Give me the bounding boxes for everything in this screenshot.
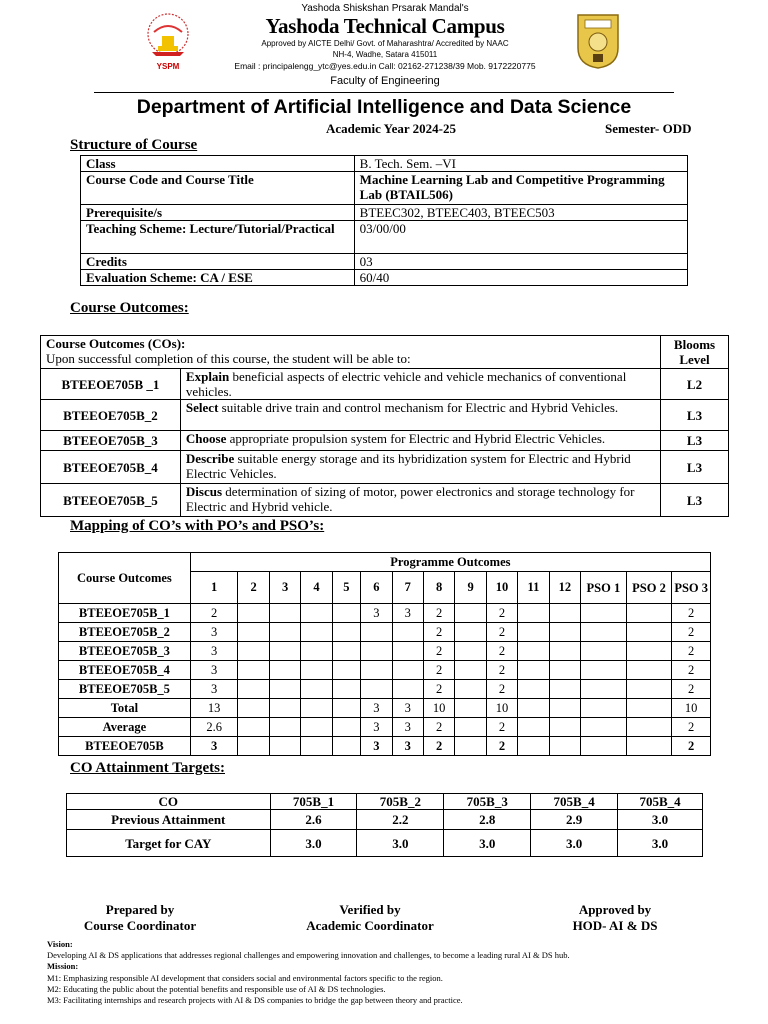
- structure-value: 03: [354, 254, 687, 270]
- mapping-cell: 2: [486, 718, 517, 737]
- attainment-header-row: [67, 794, 703, 810]
- mapping-cell: 2: [486, 661, 517, 680]
- mission-1: M1: Emphasizing responsible AI development that considers social and environmental factors specific to the region.: [47, 973, 443, 983]
- attainment-row: [67, 830, 703, 857]
- mapping-cell: [518, 642, 549, 661]
- outcome-level: L2: [661, 369, 729, 400]
- attainment-header-cell: 705B_4: [531, 794, 618, 810]
- mapping-cell: [392, 680, 423, 699]
- mapping-cell: 2.6: [190, 718, 238, 737]
- mapping-cell: 3: [190, 642, 238, 661]
- attainment-cell: 2.2: [357, 810, 444, 830]
- address-line: NH-4, Wadhe, Satara 415011: [332, 50, 438, 59]
- mapping-cell: [301, 604, 332, 623]
- attainment-header-cell: 705B_1: [270, 794, 357, 810]
- mapping-cell: [361, 661, 392, 680]
- outcome-row: [41, 400, 729, 431]
- mapping-row-name: BTEEOE705B_1: [59, 604, 191, 623]
- mapping-cell: [549, 737, 580, 756]
- attainment-header-cell: 705B_2: [357, 794, 444, 810]
- signature-block: [515, 902, 715, 934]
- mapping-cell: [455, 623, 486, 642]
- structure-label: Class: [81, 156, 355, 172]
- attainment-header-cell: 705B_3: [444, 794, 531, 810]
- attainment-cell: 3.0: [618, 810, 703, 830]
- mapping-cell: 3: [361, 699, 392, 718]
- mapping-cell: [626, 604, 672, 623]
- approval-line: Approved by AICTE Delhi/ Govt. of Maharashtra/ Accredited by NAAC: [261, 39, 509, 48]
- mapping-cell: 2: [423, 680, 454, 699]
- mapping-row-name: BTEEOE705B: [59, 737, 191, 756]
- mapping-cell: 2: [672, 604, 711, 623]
- mapping-cell: 2: [423, 661, 454, 680]
- attainment-cell: 3.0: [270, 830, 357, 857]
- mapping-cell: [626, 737, 672, 756]
- attainment-cell: Target for CAY: [67, 830, 271, 857]
- structure-value: 60/40: [354, 270, 687, 286]
- mapping-cell: 2: [190, 604, 238, 623]
- mapping-cell: [455, 737, 486, 756]
- outcomes-table: [40, 335, 729, 517]
- outcome-description: [180, 451, 660, 484]
- mapping-row: [59, 623, 711, 642]
- faculty-name: Faculty of Engineering: [330, 75, 440, 87]
- attainment-header-cell: 705B_4: [618, 794, 703, 810]
- mapping-cell: 2: [423, 623, 454, 642]
- mapping-cell: [392, 642, 423, 661]
- mapping-cell: [238, 680, 269, 699]
- outcome-text: suitable energy storage and its hybridization system for Electric and Hybrid Electric Vehicles.: [185, 451, 631, 481]
- mapping-cell: [549, 699, 580, 718]
- outcome-text: suitable drive train and control mechanism for Electric and Hybrid Vehicles.: [218, 400, 619, 415]
- outcome-row: [41, 484, 729, 517]
- mapping-cell: [626, 699, 672, 718]
- mapping-cell: [455, 718, 486, 737]
- mission-2: M2: Educating the public about the potential benefits and responsible use of AI & DS technologies.: [47, 984, 386, 994]
- mapping-column-header: 5: [332, 572, 360, 604]
- mapping-cell: [455, 699, 486, 718]
- mapping-cell: [549, 680, 580, 699]
- mapping-cell: [518, 661, 549, 680]
- mapping-cell: 13: [190, 699, 238, 718]
- structure-value: 03/00/00: [354, 221, 687, 254]
- structure-row: [81, 205, 688, 221]
- mapping-cell: [626, 623, 672, 642]
- structure-row: [81, 221, 688, 254]
- outcome-level: L3: [661, 484, 729, 517]
- mapping-cell: [581, 680, 627, 699]
- outcomes-title: Course Outcomes:: [70, 300, 189, 316]
- mapping-cell: [301, 623, 332, 642]
- mapping-cell: 10: [486, 699, 517, 718]
- mapping-cell: [518, 718, 549, 737]
- mapping-cell: 2: [423, 718, 454, 737]
- outcome-row: [41, 451, 729, 484]
- mapping-cell: 3: [392, 718, 423, 737]
- society-name: Yashoda Shiskshan Prsarak Mandal's: [301, 3, 469, 14]
- mapping-row-name: Average: [59, 718, 191, 737]
- mapping-cell: [301, 680, 332, 699]
- mapping-cell: [518, 623, 549, 642]
- signature-role: Verified by: [339, 902, 401, 917]
- mapping-column-header: 9: [455, 572, 486, 604]
- signature-block: [40, 902, 240, 934]
- mapping-cell: [581, 623, 627, 642]
- mapping-cell: [301, 737, 332, 756]
- mapping-header-row: [59, 553, 711, 572]
- structure-label: Evaluation Scheme: CA / ESE: [81, 270, 355, 286]
- outcomes-header-bold: Course Outcomes (COs):: [46, 336, 186, 351]
- structure-value: B. Tech. Sem. –VI: [354, 156, 687, 172]
- mapping-row-name: BTEEOE705B_3: [59, 642, 191, 661]
- mapping-cell: [269, 623, 300, 642]
- mapping-row-name: BTEEOE705B_4: [59, 661, 191, 680]
- mapping-cell: [455, 642, 486, 661]
- signature-title: Course Coordinator: [83, 918, 197, 933]
- academic-year: Academic Year 2024-25: [326, 121, 456, 136]
- mapping-cell: [332, 718, 360, 737]
- contact-line: Email : principalengg_ytc@yes.edu.in Call: 02162-271238/39 Mob. 9172220775: [234, 61, 536, 71]
- outcome-verb: Choose: [185, 431, 227, 446]
- outcome-code: BTEEOE705B_5: [41, 484, 181, 517]
- mapping-cell: [549, 718, 580, 737]
- mapping-cell: [238, 661, 269, 680]
- outcome-code: BTEEOE705B_4: [41, 451, 181, 484]
- mapping-cell: 2: [672, 737, 711, 756]
- mapping-cell: [238, 642, 269, 661]
- attainment-cell: 2.6: [270, 810, 357, 830]
- mapping-cell: [269, 642, 300, 661]
- outcome-level: L3: [661, 400, 729, 431]
- mapping-cell: [332, 642, 360, 661]
- mapping-column-header: 8: [423, 572, 454, 604]
- mapping-cell: 2: [423, 642, 454, 661]
- mapping-column-header: 6: [361, 572, 392, 604]
- mapping-cell: [269, 604, 300, 623]
- mapping-cell: [332, 699, 360, 718]
- mapping-column-header: 12: [549, 572, 580, 604]
- structure-label: Prerequisite/s: [81, 205, 355, 221]
- mapping-cell: 2: [486, 604, 517, 623]
- attainment-cell: 3.0: [531, 830, 618, 857]
- mapping-column-header: 11: [518, 572, 549, 604]
- mission-label: Mission:: [47, 961, 79, 971]
- mapping-column-header: 2: [238, 572, 269, 604]
- signature-block: [270, 902, 470, 934]
- mapping-cell: [626, 661, 672, 680]
- department-title: Department of Artificial Intelligence and Data Science: [136, 96, 632, 118]
- structure-row: [81, 172, 688, 205]
- mapping-cell: [269, 737, 300, 756]
- mapping-cell: [332, 680, 360, 699]
- mapping-column-header: 4: [301, 572, 332, 604]
- outcome-verb: Describe: [185, 451, 235, 466]
- attainment-cell: 2.8: [444, 810, 531, 830]
- mapping-cell: [549, 604, 580, 623]
- structure-value: BTEEC302, BTEEC403, BTEEC503: [354, 205, 687, 221]
- mapping-column-header: PSO 2: [626, 572, 672, 604]
- mapping-column-header: 3: [269, 572, 300, 604]
- outcome-text: determination of sizing of motor, power electronics and storage technology for Electric and Hybrid vehicle.: [185, 484, 635, 514]
- mapping-cell: [301, 718, 332, 737]
- outcome-row: [41, 369, 729, 400]
- header-rule: [94, 92, 674, 93]
- mapping-column-header: PSO 3: [672, 572, 711, 604]
- mapping-cell: [238, 737, 269, 756]
- mapping-column-header: PSO 1: [581, 572, 627, 604]
- mapping-row: [59, 661, 711, 680]
- mapping-cell: [301, 699, 332, 718]
- mapping-cell: 2: [672, 642, 711, 661]
- mapping-title: Mapping of CO’s with PO’s and PSO’s:: [70, 518, 325, 534]
- campus-name: Yashoda Technical Campus: [265, 14, 505, 38]
- outcome-verb: Select: [185, 400, 219, 415]
- mapping-cell: [269, 718, 300, 737]
- mapping-cell: [581, 604, 627, 623]
- mapping-cell: 3: [361, 718, 392, 737]
- mapping-po-header: Programme Outcomes: [190, 553, 710, 572]
- mapping-cell: 2: [672, 661, 711, 680]
- mapping-cell: 3: [392, 604, 423, 623]
- mapping-cell: [332, 661, 360, 680]
- mapping-cell: 3: [190, 680, 238, 699]
- mapping-cell: [581, 642, 627, 661]
- signature-title: Academic Coordinator: [306, 918, 434, 933]
- outcome-description: [180, 431, 660, 451]
- mapping-cell: [332, 604, 360, 623]
- mapping-cell: [269, 661, 300, 680]
- outcome-description: [180, 484, 660, 517]
- structure-title: Structure of Course: [70, 137, 198, 153]
- mapping-cell: [455, 661, 486, 680]
- mapping-row-name: BTEEOE705B_5: [59, 680, 191, 699]
- mapping-cell: [455, 680, 486, 699]
- mapping-row: [59, 737, 711, 756]
- mapping-cell: [238, 699, 269, 718]
- mapping-cell: 2: [486, 642, 517, 661]
- mapping-cell: 3: [190, 661, 238, 680]
- mapping-cell: 2: [672, 680, 711, 699]
- mapping-cell: [361, 623, 392, 642]
- attainment-cell: 2.9: [531, 810, 618, 830]
- mapping-cell: 3: [190, 623, 238, 642]
- mapping-cell: [581, 661, 627, 680]
- vision-label: Vision:: [47, 939, 73, 949]
- mapping-cell: [626, 718, 672, 737]
- outcome-text: appropriate propulsion system for Electric and Hybrid Electric Vehicles.: [226, 431, 606, 446]
- structure-label: Teaching Scheme: Lecture/Tutorial/Practical: [81, 221, 355, 254]
- mapping-cell: [269, 699, 300, 718]
- outcome-description: [180, 400, 660, 431]
- mapping-row: [59, 699, 711, 718]
- attainment-header-cell: CO: [67, 794, 271, 810]
- mapping-row: [59, 718, 711, 737]
- mapping-cell: [301, 661, 332, 680]
- outcome-row: [41, 431, 729, 451]
- attainment-cell: 3.0: [357, 830, 444, 857]
- mission-3: M3: Facilitating internships and research projects with AI & DS companies to bridge the gap between theory and practice.: [47, 995, 463, 1005]
- structure-row: [81, 270, 688, 286]
- mapping-cell: [361, 680, 392, 699]
- mapping-cell: 10: [672, 699, 711, 718]
- structure-table: [80, 155, 688, 286]
- mapping-cell: [549, 623, 580, 642]
- mapping-row: [59, 604, 711, 623]
- mapping-cell: [361, 642, 392, 661]
- mapping-cell: 2: [672, 718, 711, 737]
- mapping-cell: [301, 642, 332, 661]
- mapping-row-name: Total: [59, 699, 191, 718]
- mapping-co-header: Course Outcomes: [59, 553, 191, 604]
- outcome-text: beneficial aspects of electric vehicle and vehicle mechanics of conventional vehicles.: [185, 369, 627, 399]
- mapping-cell: [581, 737, 627, 756]
- mapping-row: [59, 680, 711, 699]
- attainment-row: [67, 810, 703, 830]
- mapping-cell: [455, 604, 486, 623]
- mapping-cell: 3: [361, 737, 392, 756]
- outcome-code: BTEEOE705B _1: [41, 369, 181, 400]
- mapping-cell: [518, 737, 549, 756]
- mapping-cell: 2: [423, 737, 454, 756]
- mapping-cell: 10: [423, 699, 454, 718]
- mapping-cell: [238, 718, 269, 737]
- mapping-cell: [626, 680, 672, 699]
- mapping-cell: [238, 623, 269, 642]
- mapping-cell: [518, 604, 549, 623]
- outcome-verb: Discus: [185, 484, 223, 499]
- attainment-cell: 3.0: [444, 830, 531, 857]
- blooms-header: Blooms Level: [661, 336, 729, 369]
- mapping-cell: [332, 737, 360, 756]
- mapping-cell: [626, 642, 672, 661]
- mapping-cell: [238, 604, 269, 623]
- mapping-cell: [549, 661, 580, 680]
- outcome-level: L3: [661, 451, 729, 484]
- structure-value: Machine Learning Lab and Competitive Programming Lab (BTAIL506): [354, 172, 687, 205]
- outcomes-header-text: Upon successful completion of this course, the student will be able to:: [46, 351, 411, 366]
- attainment-table: [66, 793, 703, 857]
- outcome-verb: Explain: [185, 369, 230, 384]
- signature-role: Approved by: [578, 902, 652, 917]
- signature-role: Prepared by: [105, 902, 175, 917]
- mapping-cell: [549, 642, 580, 661]
- mapping-cell: [518, 699, 549, 718]
- mapping-cell: [518, 680, 549, 699]
- mapping-cell: 2: [486, 680, 517, 699]
- signature-title: HOD- AI & DS: [572, 918, 658, 933]
- mapping-cell: 2: [423, 604, 454, 623]
- mapping-cell: [581, 718, 627, 737]
- mapping-cell: [392, 623, 423, 642]
- mapping-cell: 2: [672, 623, 711, 642]
- mapping-cell: 2: [486, 737, 517, 756]
- attainment-cell: Previous Attainment: [67, 810, 271, 830]
- outcome-level: L3: [661, 431, 729, 451]
- mapping-cell: 3: [392, 737, 423, 756]
- outcome-code: BTEEOE705B_2: [41, 400, 181, 431]
- mapping-row: [59, 642, 711, 661]
- mapping-cell: 2: [486, 623, 517, 642]
- mapping-row-name: BTEEOE705B_2: [59, 623, 191, 642]
- structure-row: [81, 254, 688, 270]
- mapping-cell: [581, 699, 627, 718]
- outcome-code: BTEEOE705B_3: [41, 431, 181, 451]
- semester: Semester- ODD: [605, 121, 692, 136]
- outcome-description: [180, 369, 660, 400]
- mapping-column-header: 7: [392, 572, 423, 604]
- mapping-cell: [269, 680, 300, 699]
- outcomes-header-cell: [41, 336, 661, 369]
- mapping-cell: [332, 623, 360, 642]
- logo-left-text: YSPM: [156, 62, 180, 71]
- mapping-column-header: 10: [486, 572, 517, 604]
- structure-label: Credits: [81, 254, 355, 270]
- mapping-cell: 3: [392, 699, 423, 718]
- mapping-cell: 3: [361, 604, 392, 623]
- attainment-cell: 3.0: [618, 830, 703, 857]
- attainment-title: CO Attainment Targets:: [70, 760, 225, 776]
- structure-label: Course Code and Course Title: [81, 172, 355, 205]
- mapping-column-header: 1: [190, 572, 238, 604]
- vision-text: Developing AI & DS applications that addresses regional challenges and empowering innovation and challenges, to become a leading rural AI & DS hub.: [47, 950, 570, 960]
- mapping-table: [58, 552, 711, 756]
- structure-row: [81, 156, 688, 172]
- mapping-cell: [392, 661, 423, 680]
- mapping-cell: 3: [190, 737, 238, 756]
